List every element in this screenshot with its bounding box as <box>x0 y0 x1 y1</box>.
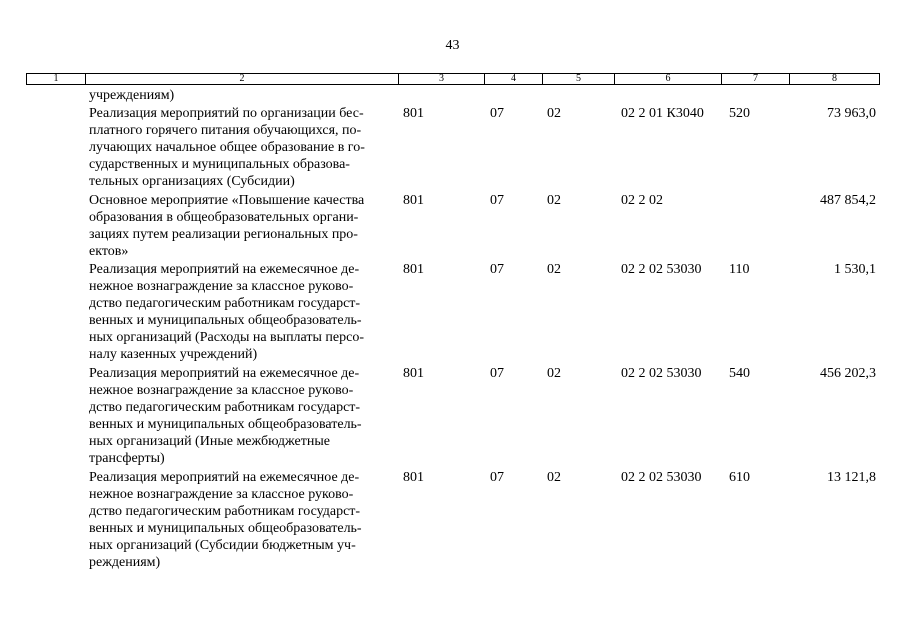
row-name-line: дство педагогическим работникам государст- <box>89 400 361 415</box>
row-code-ministry: 801 <box>403 193 424 208</box>
row-name-line: зациях путем реализации региональных про- <box>89 227 358 242</box>
row-code-target: 02 2 01 К3040 <box>621 106 704 121</box>
row-code-subsection: 02 <box>547 106 561 121</box>
row-name-line: ных организаций (Иные межбюджетные <box>89 434 330 449</box>
row-name-line: нежное вознаграждение за классное руково- <box>89 487 354 502</box>
continuation-line: учреждениям) <box>89 88 175 103</box>
row-name <box>89 365 391 467</box>
header-col-6: 6 <box>615 74 722 85</box>
row-name-line: Реализация мероприятий на ежемесячное де- <box>89 470 360 485</box>
row-name-line: ектов» <box>89 244 129 259</box>
header-col-1: 1 <box>27 74 86 85</box>
column-number-header <box>26 73 880 85</box>
header-col-7: 7 <box>722 74 790 85</box>
row-code-target: 02 2 02 53030 <box>621 262 702 277</box>
row-amount: 1 530,1 <box>834 262 876 277</box>
row-code-target: 02 2 02 53030 <box>621 470 702 485</box>
row-name-line: венных и муниципальных общеобразователь- <box>89 313 362 328</box>
row-code-section: 07 <box>490 106 504 121</box>
header-col-2: 2 <box>86 74 399 85</box>
row-name-line: ных организаций (Субсидии бюджетным уч- <box>89 538 356 553</box>
row-code-expense-type: 110 <box>729 262 750 277</box>
row-name-line: Основное мероприятие «Повышение качества <box>89 193 365 208</box>
row-name <box>89 192 391 260</box>
row-name-line: нежное вознаграждение за классное руково- <box>89 383 354 398</box>
row-code-subsection: 02 <box>547 193 561 208</box>
row-amount: 456 202,3 <box>820 366 876 381</box>
row-name-line: Реализация мероприятий на ежемесячное де- <box>89 366 360 381</box>
row-code-subsection: 02 <box>547 366 561 381</box>
row-name-line: Реализация мероприятий на ежемесячное де- <box>89 262 360 277</box>
row-amount: 487 854,2 <box>820 193 876 208</box>
row-code-expense-type: 610 <box>729 470 750 485</box>
row-name-line: трансферты) <box>89 451 165 466</box>
row-name-line: образования в общеобразовательных органи- <box>89 210 359 225</box>
row-code-target: 02 2 02 <box>621 193 663 208</box>
row-name-line: венных и муниципальных общеобразователь- <box>89 417 362 432</box>
row-code-section: 07 <box>490 470 504 485</box>
row-code-target: 02 2 02 53030 <box>621 366 702 381</box>
page-number: 43 <box>445 38 460 53</box>
row-name-line: сударственных и муниципальных образова- <box>89 157 350 172</box>
header-col-4: 4 <box>485 74 543 85</box>
row-name-line: ных организаций (Расходы на выплаты персо- <box>89 330 365 345</box>
row-name-line: реждениям) <box>89 555 161 570</box>
row-code-subsection: 02 <box>547 262 561 277</box>
row-name-line: налу казенных учреждений) <box>89 347 258 362</box>
row-code-ministry: 801 <box>403 366 424 381</box>
row-code-subsection: 02 <box>547 470 561 485</box>
row-name-line: лучающих начальное общее образование в го- <box>89 140 365 155</box>
row-code-section: 07 <box>490 262 504 277</box>
header-col-3: 3 <box>399 74 485 85</box>
row-name-line: Реализация мероприятий по организации бес- <box>89 106 364 121</box>
row-name <box>89 261 391 363</box>
row-name-line: нежное вознаграждение за классное руково- <box>89 279 354 294</box>
row-code-ministry: 801 <box>403 262 424 277</box>
row-code-expense-type: 520 <box>729 106 750 121</box>
row-name-line: дство педагогическим работникам государст- <box>89 504 361 519</box>
row-name-line: тельных организациях (Субсидии) <box>89 174 295 189</box>
row-code-ministry: 801 <box>403 470 424 485</box>
row-code-section: 07 <box>490 366 504 381</box>
row-name <box>89 105 391 190</box>
row-amount: 13 121,8 <box>827 470 876 485</box>
row-amount: 73 963,0 <box>827 106 876 121</box>
row-code-ministry: 801 <box>403 106 424 121</box>
row-name-line: венных и муниципальных общеобразователь- <box>89 521 362 536</box>
header-col-5: 5 <box>543 74 615 85</box>
row-name-line: платного горячего питания обучающихся, по- <box>89 123 362 138</box>
header-col-8: 8 <box>790 74 880 85</box>
row-name <box>89 469 391 571</box>
row-code-section: 07 <box>490 193 504 208</box>
row-code-expense-type: 540 <box>729 366 750 381</box>
row-name-line: дство педагогическим работникам государст- <box>89 296 361 311</box>
